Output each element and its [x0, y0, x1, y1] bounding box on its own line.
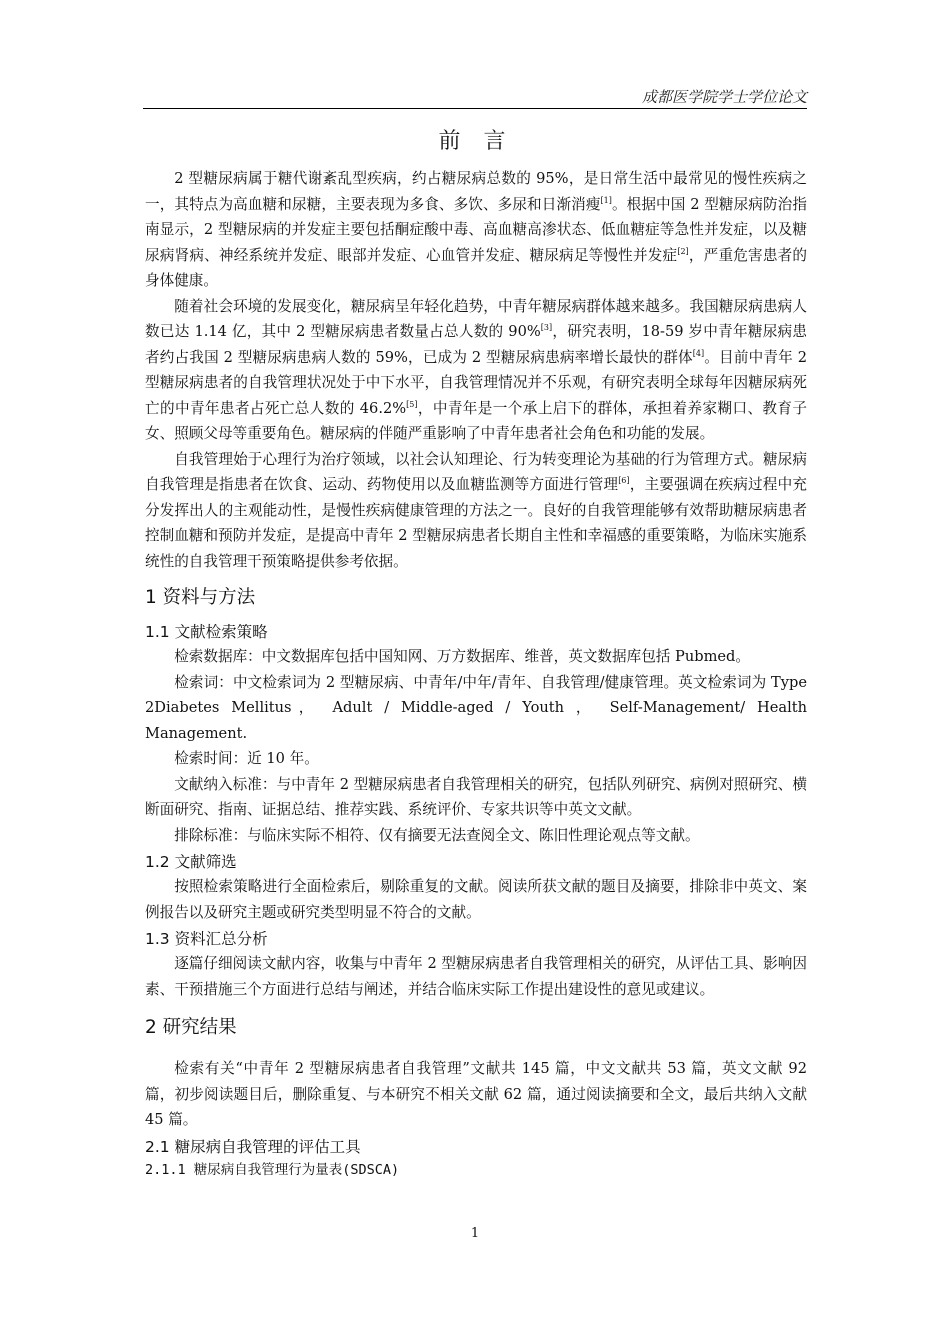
section-1-2-heading: 1.2 文献筛选: [145, 853, 237, 871]
preface-title: 前 言: [438, 129, 514, 154]
citation-ref: [3]: [540, 323, 553, 333]
section-2-1-heading: 2.1 糖尿病自我管理的评估工具: [145, 1137, 361, 1156]
text-run: 随着社会环境的发展变化，糖尿病呈年轻化趋势，中青年糖尿病群体越来越多。我国糖尿病患病人数已达 1.14 亿，其中 2 型糖尿病患者数量占总人数的 90%: [145, 297, 807, 340]
section-2-heading: 2 研究结果: [145, 1017, 237, 1038]
running-header: 成都医学院学士学位论文: [641, 88, 807, 106]
analysis-paragraph: 逐篇仔细阅读文献内容，收集与中青年 2 型糖尿病患者自我管理相关的研究，从评估工具、影响因素、干预措施三个方面进行总结与阐述，并结合临床实际工作提出建设性的意见或建议。: [145, 955, 807, 998]
preface-paragraph-3: [145, 447, 807, 575]
text-run: ，研究表明，18-59 岁中青年糖尿病患者约占我国 2 型糖尿病患病人数的 59%，已成为 2 型糖尿病患病率增长最快的群体: [145, 323, 807, 366]
section-1-heading: 1 资料与方法: [145, 587, 256, 608]
preface-paragraph-2: [145, 294, 807, 447]
citation-ref: [4]: [692, 348, 705, 358]
screening-paragraph: 按照检索策略进行全面检索后，剔除重复的文献。阅读所获文献的题目及摘要，排除非中英文、案例报告以及研究主题或研究类型明显不符合的文献。: [145, 878, 807, 921]
text-run: ，中青年是一个承上启下的群体，承担着养家糊口、教育子女、照顾父母等重要角色。糖尿病的伴随严重影响了中青年患者社会角色和功能的发展。: [145, 399, 807, 442]
citation-ref: [6]: [618, 476, 630, 486]
section-1-3-heading: 1.3 资料汇总分析: [145, 930, 268, 948]
page-number: 1: [470, 1226, 480, 1241]
page-body: [145, 126, 807, 1181]
search-period: 检索时间：近 10 年。: [174, 750, 319, 767]
results-paragraph: 检索有关“中青年 2 型糖尿病患者自我管理”文献共 145 篇，中文文献共 53 篇，英文文献 92 篇，初步阅读题目后，删除重复、与本研究不相关文献 62 篇，通过阅读摘要和全文，最后共纳入文献 45 篇。: [145, 1060, 807, 1128]
search-databases: 检索数据库：中文数据库包括中国知网、万方数据库、维普，英文数据库包括 Pubmed。: [174, 648, 750, 665]
preface-paragraph-1: [145, 166, 807, 294]
search-terms: 检索词：中文检索词为 2 型糖尿病、中青年/中年/青年、自我管理/健康管理。英文检索词为 Type 2Diabetes Mellitus， Adult / Middle-aged / Youth ， Self-Management/ Health Management.: [145, 673, 807, 742]
section-1-1-heading: 1.1 文献检索策略: [145, 623, 268, 641]
text-run: ，严重危害患者的身体健康。: [145, 246, 807, 289]
exclusion-criteria: 排除标准：与临床实际不相符、仅有摘要无法查阅全文、陈旧性理论观点等文献。: [174, 826, 700, 844]
text-run: 自我管理始于心理行为治疗领域，以社会认知理论、行为转变理论为基础的行为管理方式。糖尿病自我管理是指患者在饮食、运动、药物使用以及血糖监测等方面进行管理: [145, 450, 807, 493]
citation-ref: [1]: [600, 195, 612, 205]
inclusion-criteria: 文献纳入标准：与中青年 2 型糖尿病患者自我管理相关的研究，包括队列研究、病例对照研究、横断面研究、指南、证据总结、推荐实践、系统评价、专家共识等中英文文献。: [145, 775, 807, 818]
text-run: 。目前中青年 2 型糖尿病患者的自我管理状况处于中下水平，自我管理情况并不乐观，有研究表明全球每年因糖尿病死亡的中青年患者占死亡总人数的 46.2%: [145, 348, 807, 417]
citation-ref: [2]: [677, 246, 689, 256]
citation-ref: [5]: [406, 399, 418, 409]
section-2-1-1-heading: 2.1.1 糖尿病自我管理行为量表(SDSCA): [145, 1161, 400, 1178]
text-run: 2 型糖尿病属于糖代谢紊乱型疾病，约占糖尿病总数的 95%，是日常生活中最常见的慢性疾病之一，其特点为高血糖和尿糖，主要表现为多食、多饮、多尿和日渐消瘦: [145, 170, 807, 213]
text-run: ，主要强调在疾病过程中充分发挥出人的主观能动性，是慢性疾病健康管理的方法之一。良好的自我管理能够有效帮助糖尿病患者控制血糖和预防并发症，是提高中青年 2 型糖尿病患者长期自主性和幸福感的重要策略，为临床实施系统性的自我管理干预策略提供参考依据。: [145, 476, 807, 570]
text-run: 。根据中国 2 型糖尿病防治指南显示，2 型糖尿病的并发症主要包括酮症酸中毒、高血糖高渗状态、低血糖症等急性并发症，以及糖尿病肾病、神经系统并发症、眼部并发症、心血管并发症、糖尿病足等慢性并发症: [145, 195, 807, 264]
header-rule: [143, 108, 807, 109]
